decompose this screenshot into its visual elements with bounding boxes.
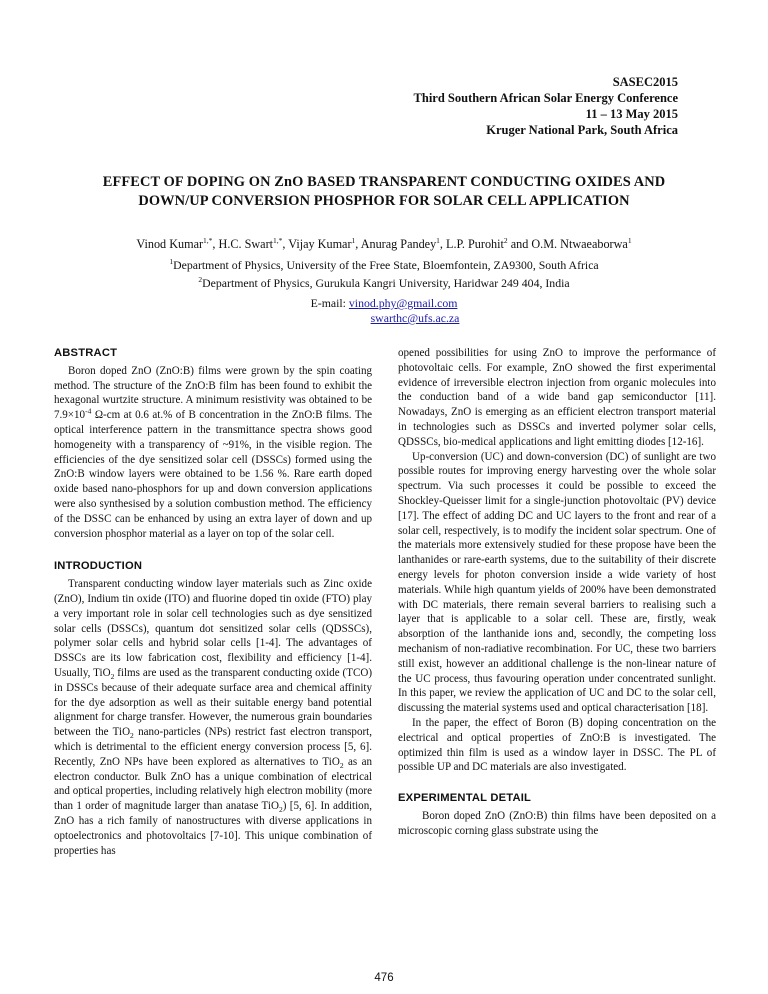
conference-location: Kruger National Park, South Africa [486, 123, 678, 137]
page-number: 476 [374, 972, 394, 984]
paper-title [60, 173, 708, 211]
title-line-1: EFFECT OF DOPING ON ZnO BASED TRANSPARENT CONDUCTING OXIDES AND [102, 174, 666, 190]
author-affiliation-mark: 2 [503, 235, 508, 245]
abstract-paragraph: Boron doped ZnO (ZnO:B) films were grown by the spin coating method. The structure of the ZnO:B film has been found to exhibit the hexagonal wurtzite structure. A minimum resistivity was obtained to be $7.9\times 10^{-4}$ Ω-cm at 0.6 at.% of B concentration in the ZnO:B films. The optical interference pattern in the transmittance spectra shows good homogeneity with a transparency of ~91%, in the visible region. The efficiencies of the dye sensitized solar cell (DSSCs) formed using the ZnO:B window layers were obtained to be 1.56 %. Rare earth doped oxide based nano-phosphors for up and down conversion applications were also synthesised by a solution combustion method. The efficiency of the DSSC can be enhanced by using an extra layer of down and up conversion phosphor material as a layer on top of the solar cell. [54, 364, 372, 540]
abstract-heading: ABSTRACT [54, 347, 118, 359]
conversion-paragraph: Up-conversion (UC) and down-conversion (DC) of sunlight are two possible routes for improving energy harvesting over the whole solar spectrum. Via such processes it could be possible to exceed the Shockley-Queisser limit for a single-junction photovoltaic (PV) device [17]. The effect of adding DC and UC layers to the front and rear of a solar cell, respectively, is to modify the incident solar spectrum. One of the materials more extensively studied for these propose have been the lanthanides or rare-earth systems, due to the suitability of their discrete energy levels for photon conversion inside a wide variety of host materials. While high quantum yields of 200% have been demonstrated with DC materials, there remain several barriers to realising such a layer that is applicable to a solar cell. These are, firstly, weak absorption of the lanthanide ions and, secondly, the competing loss mechanism of non-radiative recombination. For UC, these two barriers still exist, however an additional challenge is the non-linear nature of the UC process, thus favouring operation under concentrated sunlight. In this paper, we review the application of UC and DC to the solar cell, discussing the material systems used and optical characterisation [18]. [398, 450, 716, 715]
conference-name: Third Southern African Solar Energy Conference [413, 91, 678, 105]
author: Vijay Kumar [288, 237, 352, 251]
conference-id: SASEC2015 [612, 75, 678, 89]
email-link-2[interactable]: swarthc@ufs.ac.za [370, 311, 460, 325]
author: O.M. Ntwaeaborwa [531, 237, 628, 251]
author-affiliation-mark: 1,* [273, 235, 283, 245]
affiliation-number: 1 [169, 257, 174, 267]
affiliation-2 [40, 276, 728, 291]
email-link-1[interactable]: vinod.phy@gmail.com [348, 296, 458, 310]
introduction-heading: INTRODUCTION [54, 560, 143, 573]
affiliation-1 [40, 258, 728, 273]
left-column [54, 346, 372, 858]
experimental-heading: EXPERIMENTAL DETAIL [398, 792, 532, 805]
experimental-paragraph: Boron doped ZnO (ZnO:B) thin films have been deposited on a microscopic corning glass substrate using the [398, 809, 716, 837]
intro-continued-paragraph: opened possibilities for using ZnO to improve the performance of photovoltaic cells. For example, ZnO showed the first experimental evidence of irreversible electron injection from organic molecules into the conduction band of a wide band gap semiconductor [11]. Nowadays, ZnO is emerging as an efficient electron transport material in technologies such as DSSCs and inverted polymer solar cells, QDSSCs, bio-medical applications and light emitting diodes [12-16]. [398, 347, 716, 448]
author: H.C. Swart [218, 237, 274, 251]
conference-dates: 11 – 13 May 2015 [585, 107, 678, 121]
author-affiliation-mark: 1,* [203, 235, 213, 245]
affiliation-number: 2 [198, 275, 203, 285]
author: Vinod Kumar [136, 237, 204, 251]
author-affiliation-mark: 1 [351, 235, 356, 245]
author-list: Vinod Kumar$^{1,*}$, H.C. Swart$^{1,*}$, Vijay Kumar$^1$, Anurag Pandey$^1$, L.P. Purohit$^2$ and O.M. Ntwaeaborwa$^1$ [136, 235, 632, 251]
email-label: E-mail: [310, 296, 346, 310]
author-affiliation-mark: 1 [627, 235, 632, 245]
affiliation-text: Department of Physics, University of the Free State, Bloemfontein, ZA9300, South Africa [173, 258, 599, 272]
introduction-paragraph: Transparent conducting window layer materials such as Zinc oxide (ZnO), Indium tin oxide (ITO) and fluorine doped tin oxide (FTO) play a very important role in solar cell technologies such as dye sensitized solar cells (DSSCs), quantum dot sensitized solar cells (QDSSCs), polymer solar cells and hybrid solar cells [1-4]. The advantages of DSSCs are its low fabrication cost, flexibility and efficiency [1-4]. Usually, TiO$_2$ films are used as the transparent conducting oxide (TCO) in DSSCs because of their adequate surface area and chemical affinity for the dye adsorption as well as their suitable energy band potential alignment for charge transfer. However, the numerous grain boundaries between the TiO$_2$ nano-particles (NPs) restrict fast electron transport, which is detrimental to the efficient energy conversion process [5, 6]. Recently, ZnO NPs have been explored as alternatives to TiO$_2$ as an electron conductor. Bulk ZnO has a unique combination of electrical and optical properties, including relatively high electron mobility (more than 1 order of magnitude larger than anatase TiO$_2$) [5, 6]. In addition, ZnO has a rich family of nanostructures with diverse applications in optoelectronics and photovoltaics [7-10]. This unique combination of properties has [54, 578, 373, 857]
conference-header [414, 74, 678, 138]
paper-scope-paragraph: In the paper, the effect of Boron (B) doping concentration on the electrical and optical properties of ZnO:B is investigated. The optimized thin film is used as a window layer in DSSC. The PL of possible UP and DC materials are also investigated. [398, 716, 716, 774]
title-line-2: DOWN/UP CONVERSION PHOSPHOR FOR SOLAR CELL APPLICATION [138, 193, 630, 209]
author: L.P. Purohit [446, 237, 504, 251]
author-affiliation-mark: 1 [436, 235, 440, 245]
right-column [398, 346, 716, 839]
affiliation-text: Department of Physics, Gurukula Kangri University, Haridwar 249 404, India [202, 276, 570, 290]
contact-emails [40, 296, 728, 326]
author: Anurag Pandey [360, 237, 437, 251]
